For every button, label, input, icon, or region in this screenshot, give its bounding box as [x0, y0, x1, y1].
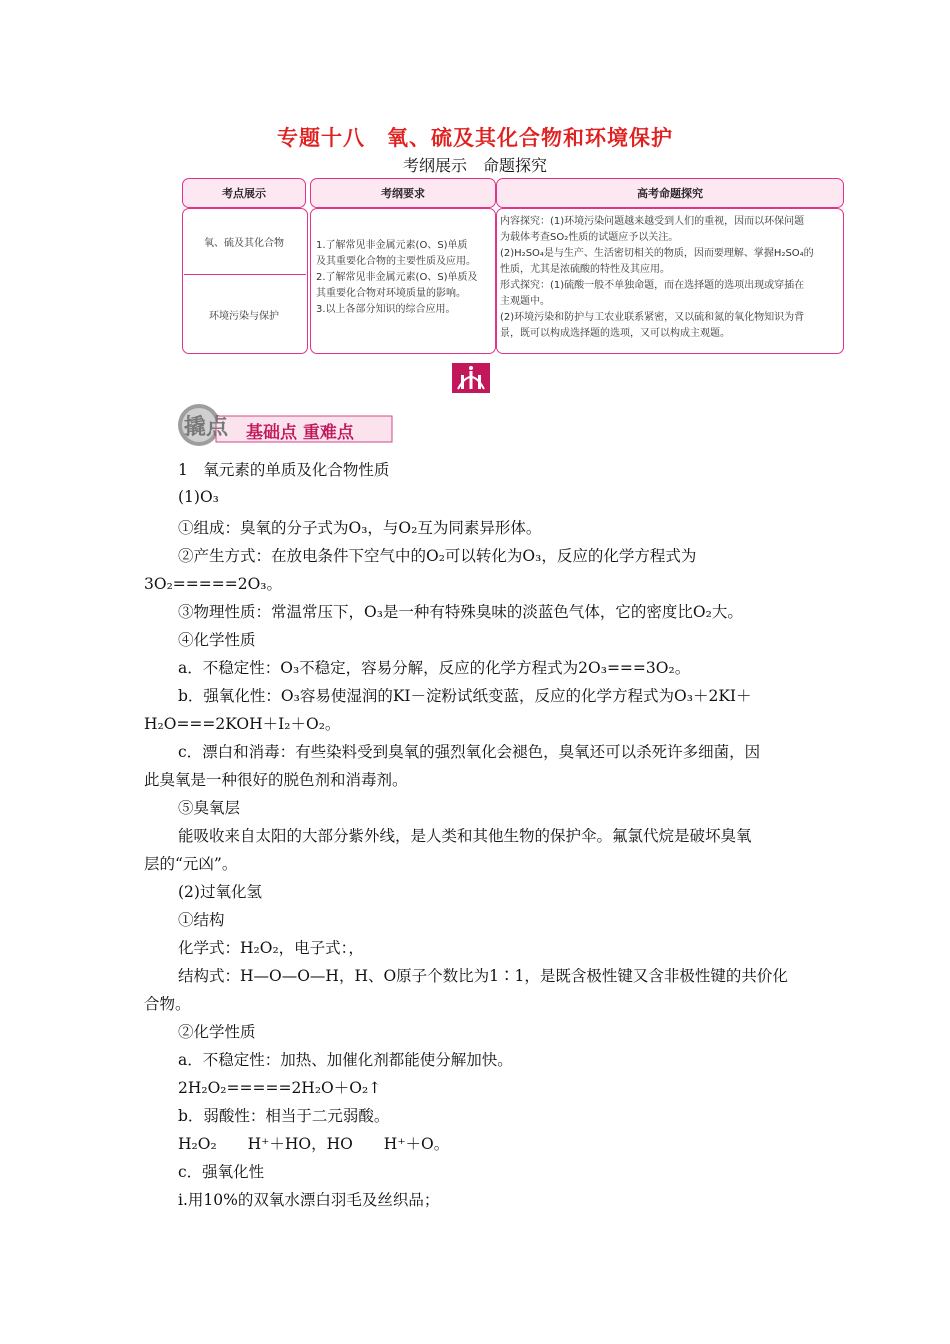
topics-divider	[184, 274, 306, 275]
subheading-line: ①结构	[178, 911, 225, 929]
subheading-o3: (1)O₃	[178, 488, 219, 506]
header-exploration: 高考命题探究	[496, 178, 844, 208]
paragraph-line: 合物。	[144, 995, 191, 1013]
paragraph-line: H₂O===2KOH＋I₂＋O₂。	[144, 715, 341, 733]
banner-badge-text: 撬点	[184, 415, 229, 440]
paragraph-line: ①组成：臭氧的分子式为O₃，与O₂互为同素异形体。	[178, 519, 542, 537]
paragraph-line: b．弱酸性：相当于二元弱酸。	[178, 1107, 390, 1125]
subheading-line: ⑤臭氧层	[178, 799, 241, 817]
section-heading: 1 氧元素的单质及化合物性质	[178, 461, 390, 479]
topic-oxygen-sulfur: 氧、硫及其化合物	[204, 237, 284, 249]
section-banner	[176, 402, 396, 448]
exam-outline-table	[182, 178, 844, 354]
paragraph-line: ③物理性质：常温常压下，O₃是一种有特殊臭味的淡蓝色气体，它的密度比O₂大。	[178, 603, 743, 621]
paragraph-line: a．不稳定性：加热、加催化剂都能使分解加快。	[178, 1051, 513, 1069]
paragraph-line: a．不稳定性：O₃不稳定，容易分解，反应的化学方程式为2O₃===3O₂。	[178, 659, 691, 677]
page-subtitle: 考纲展示 命题探究	[402, 156, 547, 175]
subheading-line: ②化学性质	[178, 1023, 256, 1041]
paragraph-line: c．强氧化性	[178, 1163, 265, 1181]
paragraph-line: 此臭氧是一种很好的脱色剂和消毒剂。	[144, 771, 408, 789]
requirements-text: 1.了解常见非金属元素(O、S)单质 及其重要化合物的主要性质及应用。 2.了解常见非金属元素(O、S)单质及 其重要化合物对环境质量的影响。 3.以上各部分知识的综合应用。	[316, 240, 478, 315]
exploration-text: 内容探究：(1)环境污染问题越来越受到人们的重视，因而以环保问题 为载体考查SO₂性质的试题应予以关注。 (2)H₂SO₄是与生产、生活密切相关的物质，因而要理解、掌握H₂SO₄的 性质，尤其是浓硫酸的特性及其应用。 形式探究：(1)硫酸一般不单独命题，而在选择题的选项出现或穿插在 主观题中。 (2)环境污染和防护与工农业联系紧密，又以硫和氮的氧化物知识为背 景，既可以构成选择题的选项，又可以构成主观题。	[500, 216, 814, 339]
topic-environment: 环境污染与保护	[209, 310, 279, 322]
subheading-h2o2: (2)过氧化氢	[178, 883, 262, 901]
paragraph-line: b．强氧化性：O₃容易使湿润的KI－淀粉试纸变蓝，反应的化学方程式为O₃＋2KI＋	[178, 687, 752, 705]
page-title: 专题十八 氧、硫及其化合物和环境保护	[277, 126, 673, 150]
header-requirements: 考纲要求	[310, 178, 496, 208]
equation-line: H₂O₂ H⁺＋HO，HO H⁺＋O。	[178, 1135, 450, 1153]
paragraph-line: 层的“元凶”。	[144, 855, 238, 873]
paragraph-line: 能吸收来自太阳的大部分紫外线，是人类和其他生物的保护伞。氟氯代烷是破坏臭氧	[178, 827, 752, 845]
header-topics: 考点展示	[182, 178, 306, 208]
paragraph-line: c．漂白和消毒：有些染料受到臭氧的强烈氧化会褪色，臭氧还可以杀死许多细菌，因	[178, 743, 761, 761]
paragraph-line: ②产生方式：在放电条件下空气中的O₂可以转化为O₃，反应的化学方程式为	[178, 547, 697, 565]
paragraph-line: 化学式：H₂O₂，电子式：，	[178, 939, 364, 957]
subheading-line: ④化学性质	[178, 631, 256, 649]
paragraph-line: 结构式：H—O—O—H，H、O原子个数比为1∶1，是既含极性键又含非极性键的共价化	[178, 967, 788, 985]
banner-label: 基础点 重难点	[246, 423, 354, 443]
equation-line: 3O₂=====2O₃。	[144, 575, 283, 593]
paragraph-line: ⅰ.用10%的双氧水漂白羽毛及丝织品；	[178, 1191, 440, 1209]
equation-line: 2H₂O₂=====2H₂O＋O₂↑	[178, 1079, 382, 1097]
section-emblem-icon	[452, 363, 490, 393]
